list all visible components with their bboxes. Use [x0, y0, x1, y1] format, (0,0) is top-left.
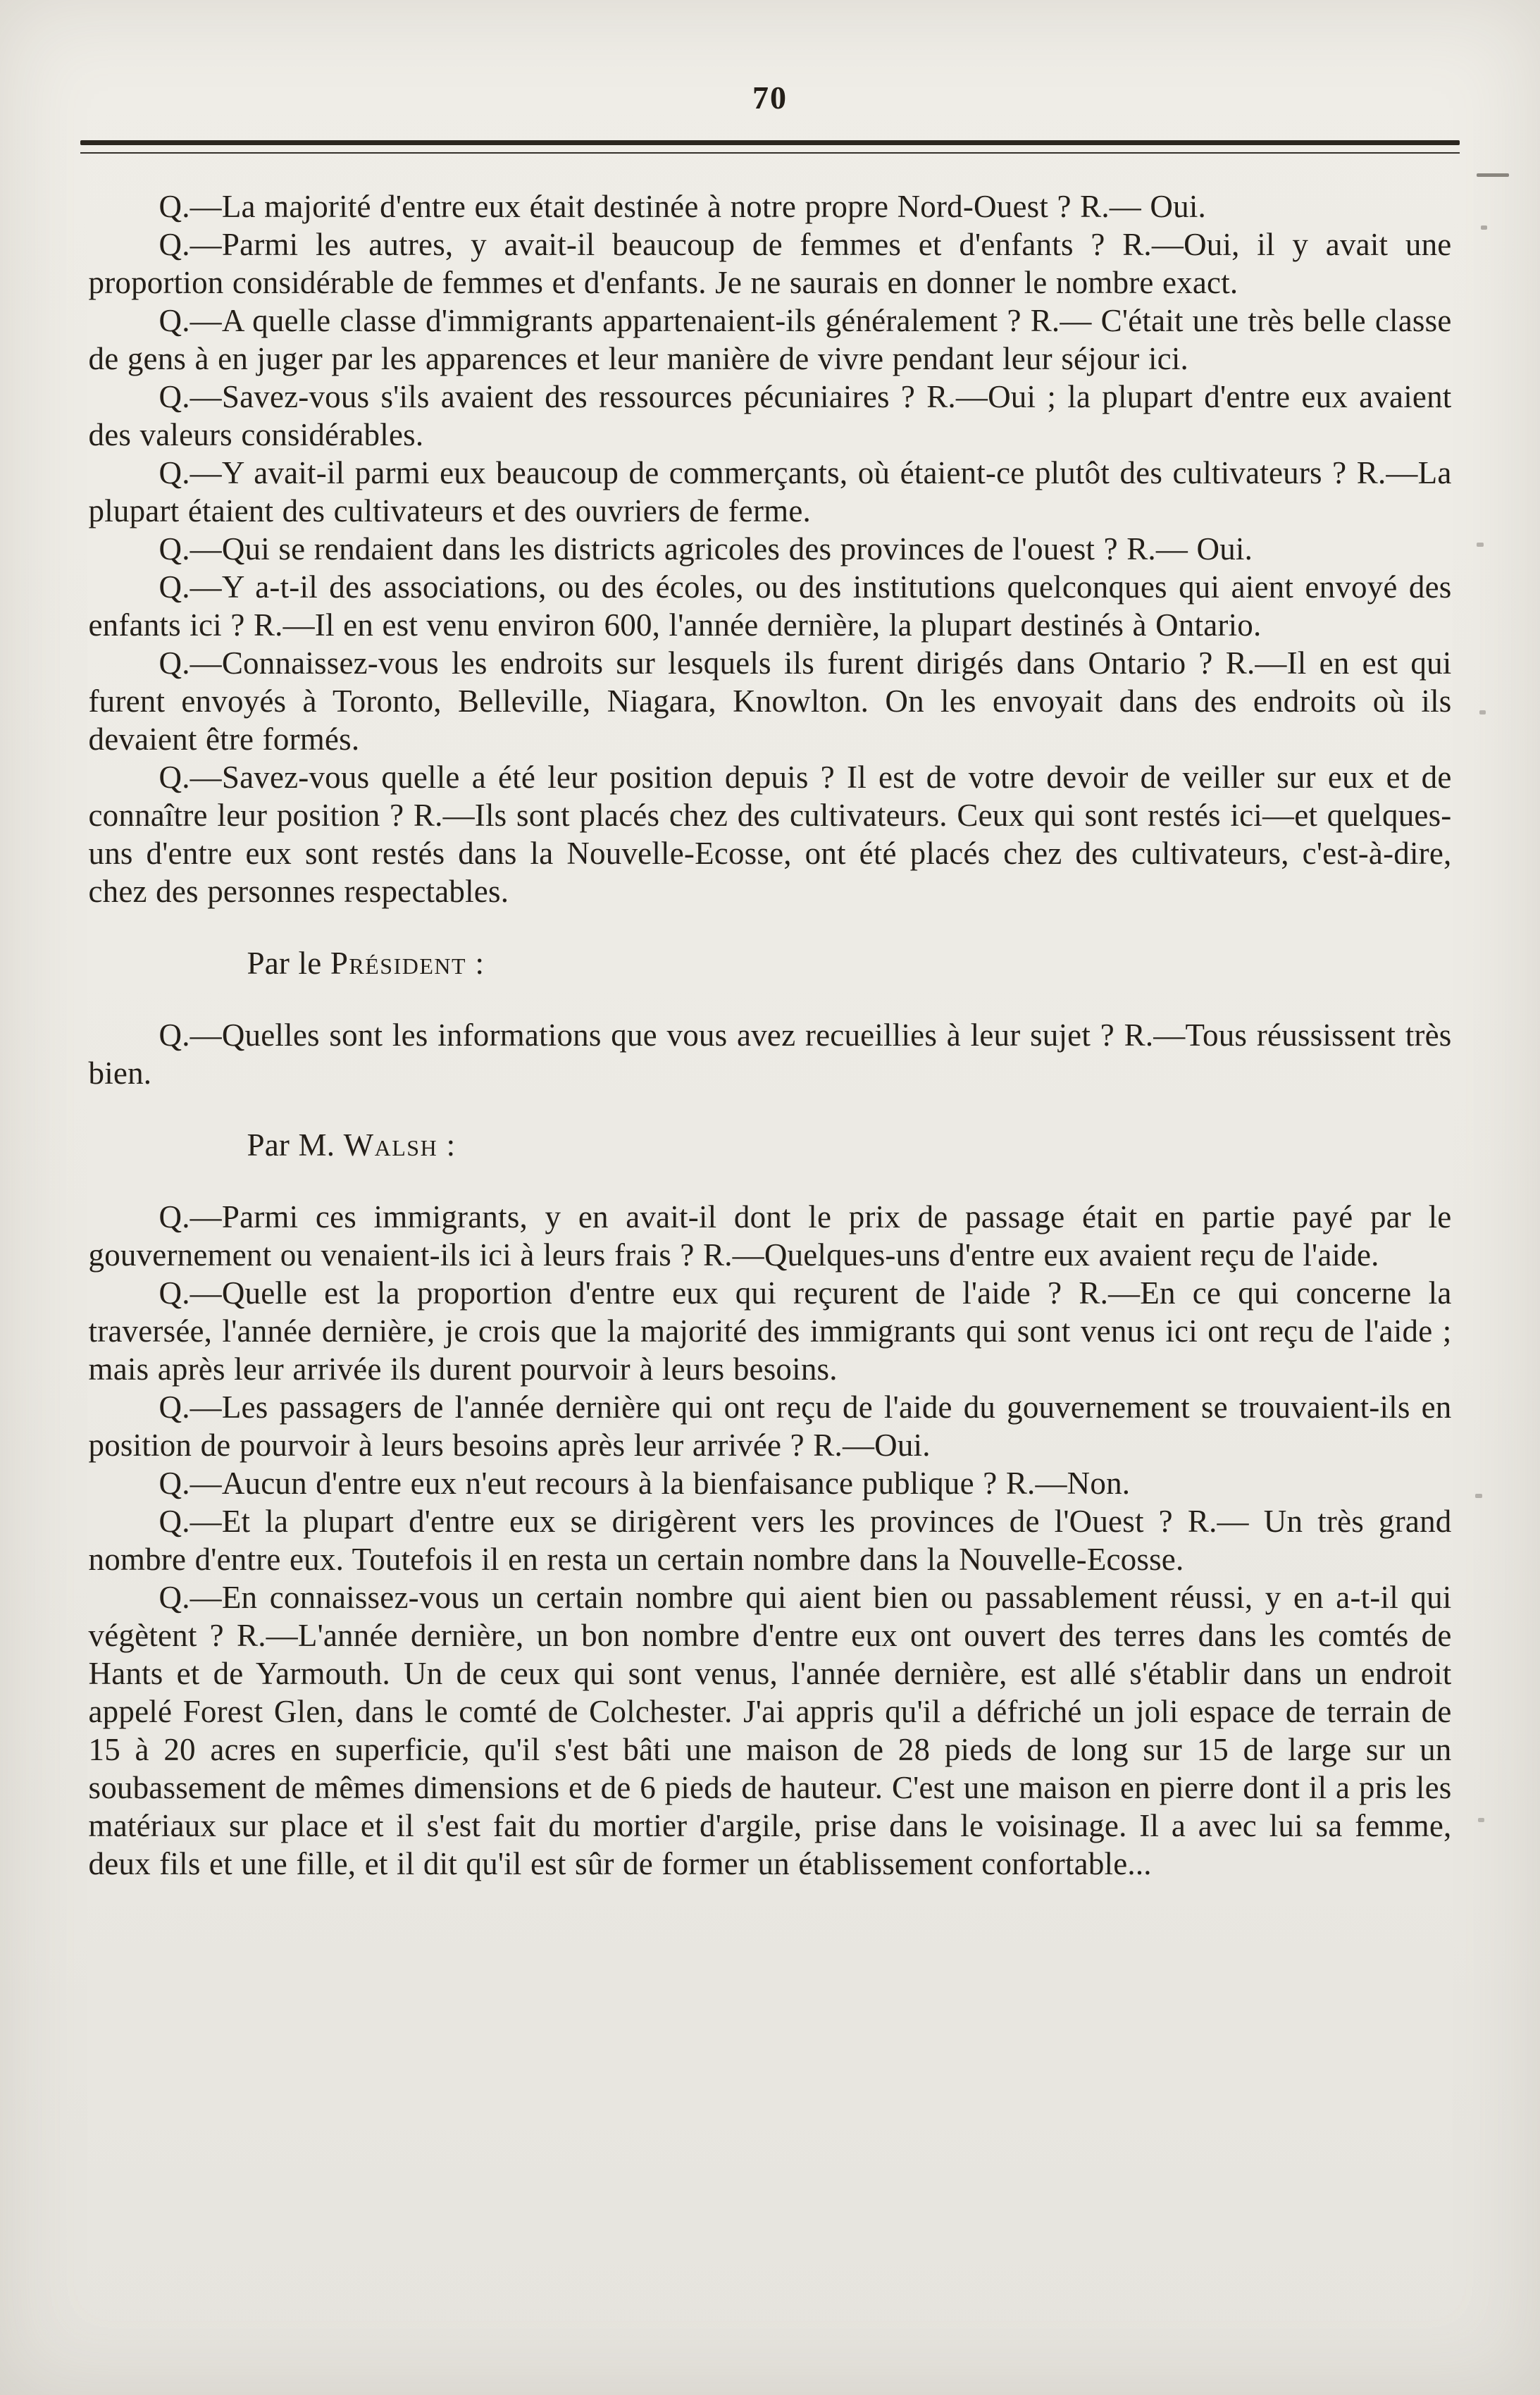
paragraph-qa: Q.—Parmi les autres, y avait-il beaucoup de femmes et d'enfants ? R.—Oui, il y avait une proportion considérable de femmes et d'enfants. Je ne saurais en donner le nombre exact. — [88, 227, 1452, 300]
heading-suffix: : — [437, 1127, 456, 1163]
paragraph-qa: Q.—Savez-vous quelle a été leur position depuis ? Il est de votre devoir de veiller sur eux et de connaître leur position ? R.—Ils sont placés chez des cultivateurs. Ceux qui sont restés ici—et quelques-uns d'entre eux sont restés dans la Nouvelle-Ecosse, ont été placés chez des cultivateurs, c'est-à-dire, chez des personnes respectables. — [88, 760, 1452, 909]
paragraph-qa: Q.—Quelles sont les informations que vous avez recueillies à leur sujet ? R.—Tous réussissent très bien. — [88, 1017, 1452, 1091]
heading-prefix: Par le — [247, 946, 330, 981]
paragraph-qa: Q.—Quelle est la proportion d'entre eux qui reçurent de l'aide ? R.—En ce qui concerne la traversée, l'année dernière, je crois que la majorité des immigrants qui sont venus ici ont reçu de l'aide ; mais après leur arrivée ils durent pourvoir à leurs besoins. — [88, 1275, 1452, 1387]
paragraph-qa: Q.—Y avait-il parmi eux beaucoup de commerçants, où étaient-ce plutôt des cultivateurs ? R.—La plupart étaient des cultivateurs et des ouvriers de ferme. — [88, 455, 1452, 528]
paragraph-qa: Q.—Qui se rendaient dans les districts agricoles des provinces de l'ouest ? R.— Oui. — [159, 531, 1253, 567]
paragraph-qa: Q.—Parmi ces immigrants, y en avait-il dont le prix de passage était en partie payé par le gouvernement ou venaient-ils ici à leurs frais ? R.—Quelques-uns d'entre eux avaient reçu de l'aide. — [88, 1199, 1452, 1273]
scan-artifact-dot — [1481, 225, 1487, 230]
paragraph-qa: Q.—En connaissez-vous un certain nombre qui aient bien ou passablement réussi, y en a-t-il qui végètent ? R.—L'année dernière, un bon nombre d'entre eux ont ouvert des terres dans les comtés de Hants et de Yarmouth. Un de ceux qui sont venus, l'année dernière, est allé s'établir dans un endroit appelé Forest Glen, dans le comté de Colchester. J'ai appris qu'il a défriché un joli espace de terrain de 15 à 20 acres en superficie, qu'il s'est bâti une maison de 28 pieds de long sur 15 de large sur un soubassement de mêmes dimensions et de 6 pieds de hauteur. C'est une maison en pierre dont il a pris les matériaux sur place et il s'est fait du mortier d'argile, prise dans le voisinage. Il a avec lui sa femme, deux fils et une fille, et il dit qu'il est sûr de former un établissement confortable... — [88, 1580, 1452, 1881]
section-heading-walsh — [247, 1126, 1452, 1164]
paragraph-qa: Q.—A quelle classe d'immigrants appartenaient-ils généralement ? R.— C'était une très belle classe de gens à en juger par les apparences et leur manière de vivre pendant leur séjour ici. — [88, 303, 1452, 376]
paragraph-qa: Q.—La majorité d'entre eux était destinée à notre propre Nord-Ouest ? R.— Oui. — [159, 189, 1206, 224]
scan-artifact-dot — [1477, 543, 1484, 547]
scan-artifact-dot — [1478, 1818, 1484, 1822]
heading-speaker-name: Walsh — [343, 1127, 438, 1163]
heading-speaker-name: Président — [330, 946, 467, 981]
scan-artifact-dot — [1479, 710, 1486, 714]
page-number: 70 — [752, 80, 788, 116]
heading-suffix: : — [466, 946, 485, 981]
paragraph-qa: Q.—Aucun d'entre eux n'eut recours à la bienfaisance publique ? R.—Non. — [159, 1466, 1131, 1501]
paragraph-qa: Q.—Connaissez-vous les endroits sur lesquels ils furent dirigés dans Ontario ? R.—Il en est qui furent envoyés à Toronto, Belleville, Niagara, Knowlton. On les envoyait dans des endroits où ils devaient être formés. — [88, 645, 1452, 757]
scan-artifact-dot — [1475, 1494, 1482, 1498]
section-heading-president — [247, 944, 1452, 982]
rule-thin-line — [80, 152, 1460, 154]
paragraph-qa: Q.—Savez-vous s'ils avaient des ressources pécuniaires ? R.—Oui ; la plupart d'entre eux avaient des valeurs considérables. — [88, 379, 1452, 452]
paragraph-qa: Q.—Et la plupart d'entre eux se dirigèrent vers les provinces de l'Ouest ? R.— Un très grand nombre d'entre eux. Toutefois il en resta un certain nombre dans la Nouvelle-Ecosse. — [88, 1504, 1452, 1577]
paragraph-qa: Q.—Y a-t-il des associations, ou des écoles, ou des institutions quelconques qui aient envoyé des enfants ici ? R.—Il en est venu environ 600, l'année dernière, la plupart destinés à Ontario. — [88, 569, 1452, 643]
header-double-rule — [80, 140, 1460, 154]
scan-artifact-dash — [1477, 173, 1509, 177]
document-body — [89, 187, 1452, 1883]
paragraph-qa: Q.—Les passagers de l'année dernière qui ont reçu de l'aide du gouvernement se trouvaient-ils en position de pourvoir à leurs besoins après leur arrivée ? R.—Oui. — [88, 1390, 1452, 1463]
rule-thick-line — [80, 140, 1460, 145]
heading-prefix: Par M. — [247, 1127, 344, 1163]
